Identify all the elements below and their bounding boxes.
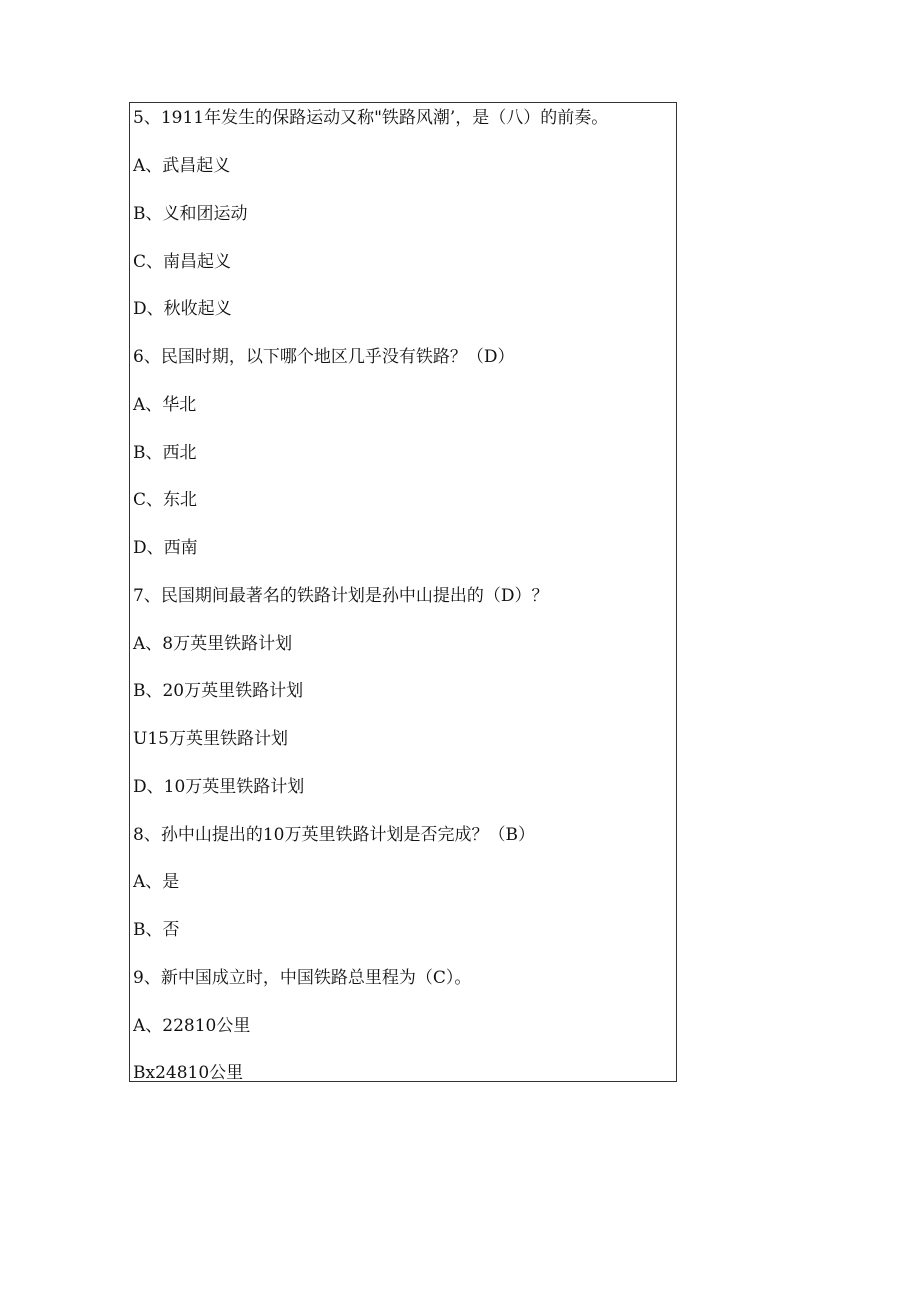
option-9-a: A、22810公里 (133, 1016, 251, 1036)
option-6-b: B、西北 (133, 443, 197, 463)
option-8-a: A、是 (133, 872, 180, 892)
option-5-c: C、南昌起义 (133, 252, 232, 272)
option-7-b: B、20万英里铁路计划 (133, 681, 304, 701)
question-5: 5、1911年发生的保路运动又称"铁路风潮’，是（八）的前奏。 (133, 108, 609, 128)
option-6-d: D、西南 (133, 538, 198, 558)
option-5-a: A、武昌起义 (133, 156, 231, 176)
option-6-c: C、东北 (133, 490, 198, 510)
option-7-d: D、10万英里铁路计划 (133, 777, 305, 797)
option-6-a: A、华北 (133, 395, 197, 415)
option-9-b: Bx24810公里 (133, 1063, 244, 1083)
question-7: 7、民国期间最著名的铁路计划是孙中山提出的（D）？ (133, 586, 549, 606)
question-9: 9、新中国成立时，中国铁路总里程为（C）。 (133, 968, 472, 988)
question-box (129, 102, 677, 1082)
option-7-c: U15万英里铁路计划 (133, 729, 288, 749)
question-6: 6、民国时期，以下哪个地区几乎没有铁路？（D） (133, 347, 515, 367)
option-7-a: A、8万英里铁路计划 (133, 634, 293, 654)
question-8: 8、孙中山提出的10万英里铁路计划是否完成？（B） (133, 825, 535, 845)
option-5-d: D、秋收起义 (133, 299, 232, 319)
option-5-b: B、义和团运动 (133, 204, 248, 224)
option-8-b: B、否 (133, 920, 180, 940)
